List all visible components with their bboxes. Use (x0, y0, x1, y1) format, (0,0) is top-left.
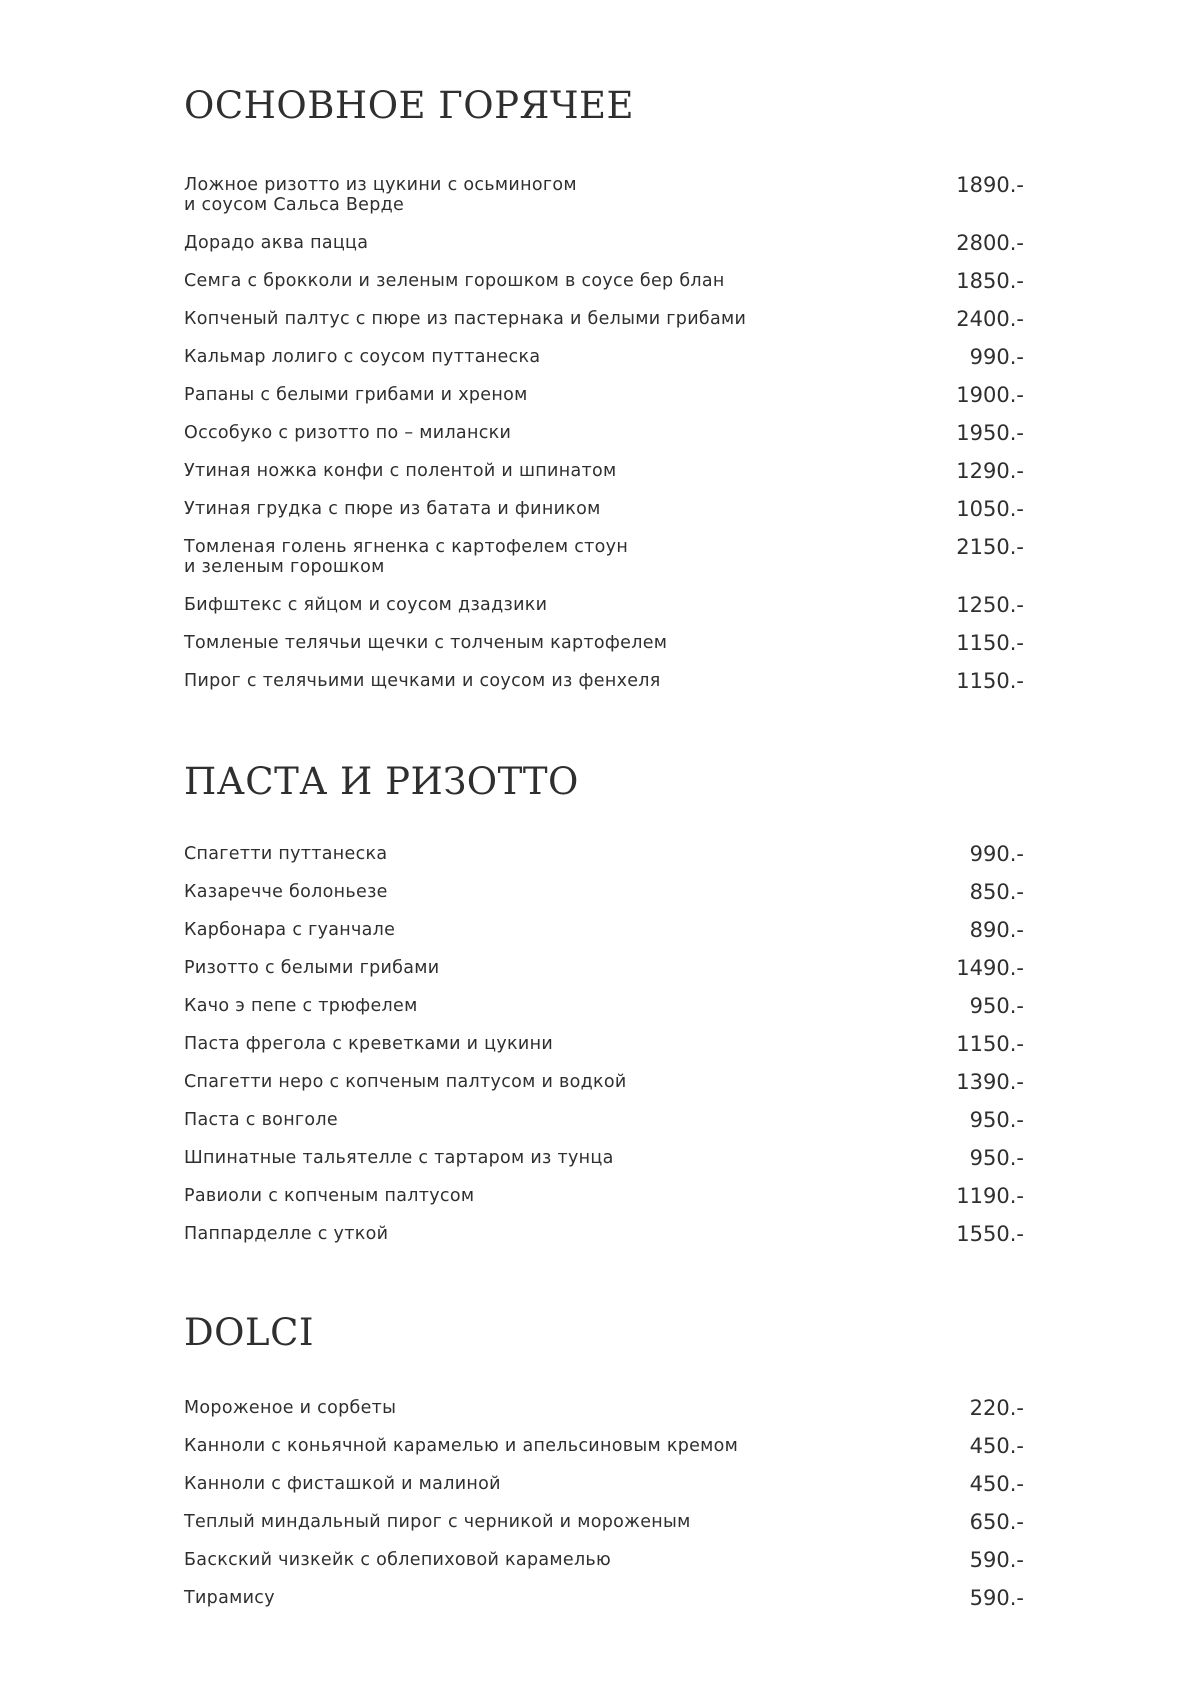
item-name: Томленая голень ягненка с картофелем стоун и зеленым горошком (184, 537, 629, 577)
item-name: Оссобуко с ризотто по – милански (184, 423, 512, 443)
section-title-main-hot: ОСНОВНОЕ ГОРЯЧЕЕ (184, 84, 635, 127)
menu-item (184, 1072, 1024, 1092)
item-price: 1550.- (956, 1222, 1024, 1246)
item-price: 590.- (969, 1548, 1024, 1572)
item-name: Кальмар лолиго с соусом путтанеска (184, 347, 541, 367)
item-name: Утиная грудка с пюре из батата и фиником (184, 499, 601, 519)
item-price: 2400.- (956, 307, 1024, 331)
item-price: 990.- (969, 842, 1024, 866)
menu-list-main-hot (184, 175, 1024, 709)
item-name: Баскский чизкейк с облепиховой карамелью (184, 1550, 612, 1570)
menu-item (184, 175, 1024, 215)
menu-item (184, 1398, 1024, 1418)
item-name: Канноли с фисташкой и малиной (184, 1474, 501, 1494)
menu-item (184, 423, 1024, 443)
item-price: 1190.- (956, 1184, 1024, 1208)
item-name: Утиная ножка конфи с полентой и шпинатом (184, 461, 617, 481)
item-price: 990.- (969, 345, 1024, 369)
menu-item (184, 347, 1024, 367)
menu-item (184, 1148, 1024, 1168)
item-price: 890.- (969, 918, 1024, 942)
item-name: Спагетти путтанеска (184, 844, 388, 864)
menu-item (184, 1436, 1024, 1456)
menu-item (184, 461, 1024, 481)
item-name: Томленые телячьи щечки с толченым картофелем (184, 633, 668, 653)
item-price: 450.- (969, 1434, 1024, 1458)
item-name: Семга с брокколи и зеленым горошком в соусе бер блан (184, 271, 725, 291)
item-price: 950.- (969, 994, 1024, 1018)
item-name: Карбонара с гуанчале (184, 920, 396, 940)
menu-item (184, 633, 1024, 653)
menu-item (184, 671, 1024, 691)
item-price: 1490.- (956, 956, 1024, 980)
menu-item (184, 499, 1024, 519)
item-price: 1390.- (956, 1070, 1024, 1094)
item-name: Рапаны с белыми грибами и хреном (184, 385, 528, 405)
item-name: Теплый миндальный пирог с черникой и мороженым (184, 1512, 691, 1532)
item-price: 2150.- (956, 535, 1024, 559)
menu-item (184, 1550, 1024, 1570)
menu-list-dolci (184, 1398, 1024, 1626)
item-price: 2800.- (956, 231, 1024, 255)
item-price: 1290.- (956, 459, 1024, 483)
item-price: 220.- (969, 1396, 1024, 1420)
menu-item (184, 996, 1024, 1016)
item-price: 1890.- (956, 173, 1024, 197)
item-price: 1900.- (956, 383, 1024, 407)
item-name: Паста фрегола с креветками и цукини (184, 1034, 553, 1054)
menu-item (184, 958, 1024, 978)
section-title-dolci: DOLCI (184, 1311, 314, 1354)
menu-item (184, 1224, 1024, 1244)
item-price: 1850.- (956, 269, 1024, 293)
item-price: 1050.- (956, 497, 1024, 521)
menu-item (184, 233, 1024, 253)
item-price: 1150.- (956, 1032, 1024, 1056)
menu-item (184, 920, 1024, 940)
item-price: 450.- (969, 1472, 1024, 1496)
item-name: Равиоли с копченым палтусом (184, 1186, 475, 1206)
item-name: Паста с вонголе (184, 1110, 338, 1130)
item-price: 1250.- (956, 593, 1024, 617)
menu-item (184, 1034, 1024, 1054)
menu-item (184, 537, 1024, 577)
item-name: Тирамису (184, 1588, 275, 1608)
menu-item (184, 385, 1024, 405)
item-name: Казаречче болоньезе (184, 882, 388, 902)
section-title-pasta-risotto: ПАСТА И РИЗОТТО (184, 760, 579, 803)
item-price: 950.- (969, 1146, 1024, 1170)
menu-item (184, 309, 1024, 329)
menu-item (184, 844, 1024, 864)
item-price: 850.- (969, 880, 1024, 904)
menu-item (184, 1186, 1024, 1206)
item-price: 1150.- (956, 669, 1024, 693)
item-name: Ризотто с белыми грибами (184, 958, 440, 978)
item-price: 1150.- (956, 631, 1024, 655)
item-price: 950.- (969, 1108, 1024, 1132)
menu-item (184, 1110, 1024, 1130)
menu-item (184, 1474, 1024, 1494)
item-name: Паппарделле с уткой (184, 1224, 389, 1244)
item-name: Ложное ризотто из цукини с осьминогом и соусом Сальса Верде (184, 175, 577, 215)
menu-item (184, 271, 1024, 291)
item-name: Мороженое и сорбеты (184, 1398, 397, 1418)
item-name: Шпинатные тальятелле с тартаром из тунца (184, 1148, 614, 1168)
item-name: Бифштекс с яйцом и соусом дзадзики (184, 595, 548, 615)
menu-list-pasta-risotto (184, 844, 1024, 1262)
menu-item (184, 882, 1024, 902)
item-name: Качо э пепе с трюфелем (184, 996, 418, 1016)
item-name: Дорадо аква пацца (184, 233, 369, 253)
item-name: Канноли с коньячной карамелью и апельсиновым кремом (184, 1436, 739, 1456)
menu-item (184, 1512, 1024, 1532)
item-name: Копченый палтус с пюре из пастернака и белыми грибами (184, 309, 747, 329)
item-name: Пирог с телячьими щечками и соусом из фенхеля (184, 671, 661, 691)
item-price: 650.- (969, 1510, 1024, 1534)
item-price: 590.- (969, 1586, 1024, 1610)
menu-item (184, 1588, 1024, 1608)
item-name: Спагетти неро с копченым палтусом и водкой (184, 1072, 627, 1092)
item-price: 1950.- (956, 421, 1024, 445)
menu-item (184, 595, 1024, 615)
